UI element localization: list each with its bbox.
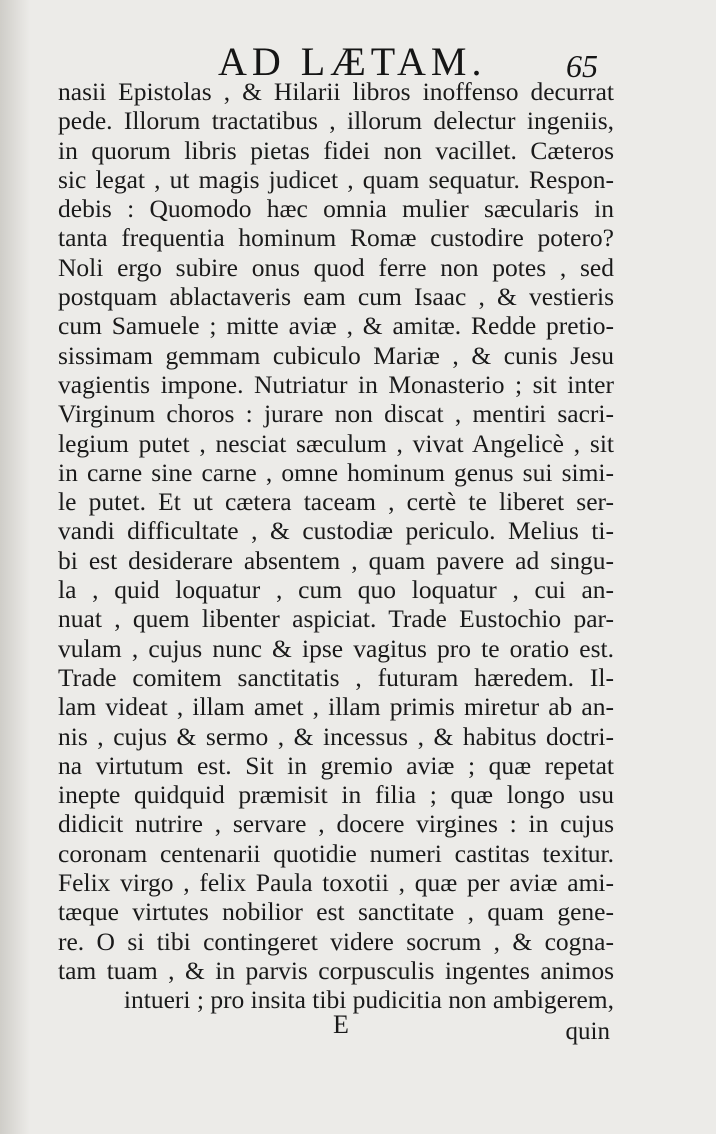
text-line: Trade comitem sanctitatis , futuram hæredem. Il- xyxy=(58,662,614,692)
text-line: le putet. Et ut cætera taceam , certè te liberet ser- xyxy=(58,487,614,517)
text-line: coronam centenarii quotidie numeri castitas texitur. xyxy=(58,838,614,868)
signature-mark: E xyxy=(333,1010,349,1039)
text-line: postquam ablactaveris eam cum Isaac , & vestieris xyxy=(58,282,614,312)
text-line: intueri ; pro insita tibi pudicitia non ambigerem, xyxy=(123,985,614,1015)
text-line: re. O si tibi contingeret videre socrum , & cogna- xyxy=(58,926,614,956)
page-header xyxy=(58,39,598,84)
text-line: tæque virtutes nobilior est sanctitate , quam gene- xyxy=(58,897,614,927)
text-line: pede. Illorum tractatibus , illorum delectur ingeniis, xyxy=(58,106,614,136)
text-line: vagientis impone. Nutriatur in Monasterio ; sit inter xyxy=(58,369,614,399)
text-line: debis : Quomodo hæc omnia mulier sæcularis in xyxy=(58,194,614,224)
text-line: in quorum libris pietas fidei non vacillet. Cæteros xyxy=(58,135,614,165)
text-line: nasii Epistolas , & Hilarii libros inoffenso decurrat xyxy=(58,77,614,106)
text-line: inepte quidquid præmisit in filia ; quæ longo usu xyxy=(58,780,614,810)
text-line: lam videat , illam amet , illam primis miretur ab an- xyxy=(58,692,614,722)
text-line: cum Samuele ; mitte aviæ , & amitæ. Redde pretio- xyxy=(58,311,614,341)
catchword: quin xyxy=(565,1018,610,1045)
text-line: Felix virgo , felix Paula toxotii , quæ per aviæ ami- xyxy=(58,868,614,898)
body-text xyxy=(58,77,614,1015)
text-line: sic legat , ut magis judicet , quam sequatur. Respon- xyxy=(58,164,614,194)
page-edge-shadow xyxy=(0,0,30,1134)
text-line: didicit nutrire , servare , docere virgines : in cujus xyxy=(58,809,614,839)
running-title: AD LÆTAM. xyxy=(218,39,487,84)
text-line: nis , cujus & sermo , & incessus , & habitus doctri- xyxy=(58,721,614,751)
text-line: in carne sine carne , omne hominum genus sui simi- xyxy=(58,457,614,487)
text-line: tanta frequentia hominum Romæ custodire potero? xyxy=(58,223,614,253)
text-line: vulam , cujus nunc & ipse vagitus pro te oratio est. xyxy=(58,633,614,663)
text-line: sissimam gemmam cubiculo Mariæ , & cunis Jesu xyxy=(58,340,614,370)
text-line: bi est desiderare absentem , quam pavere ad singu- xyxy=(58,545,614,575)
text-line: la , quid loquatur , cum quo loquatur , cui an- xyxy=(58,575,614,605)
text-line: na virtutum est. Sit in gremio aviæ ; quæ repetat xyxy=(58,750,614,780)
text-line: vandi difficultate , & custodiæ periculo. Melius ti- xyxy=(58,516,614,546)
text-line: tam tuam , & in parvis corpusculis ingentes animos xyxy=(58,955,614,985)
page-number: 65 xyxy=(566,48,598,84)
text-line: nuat , quem libenter aspiciat. Trade Eustochio par- xyxy=(58,604,614,634)
text-line: legium putet , nesciat sæculum , vivat Angelicè , sit xyxy=(58,428,614,458)
text-line: Virginum choros : jurare non discat , mentiri sacri- xyxy=(58,399,614,429)
text-line: Noli ergo subire onus quod ferre non potes , sed xyxy=(58,252,614,282)
